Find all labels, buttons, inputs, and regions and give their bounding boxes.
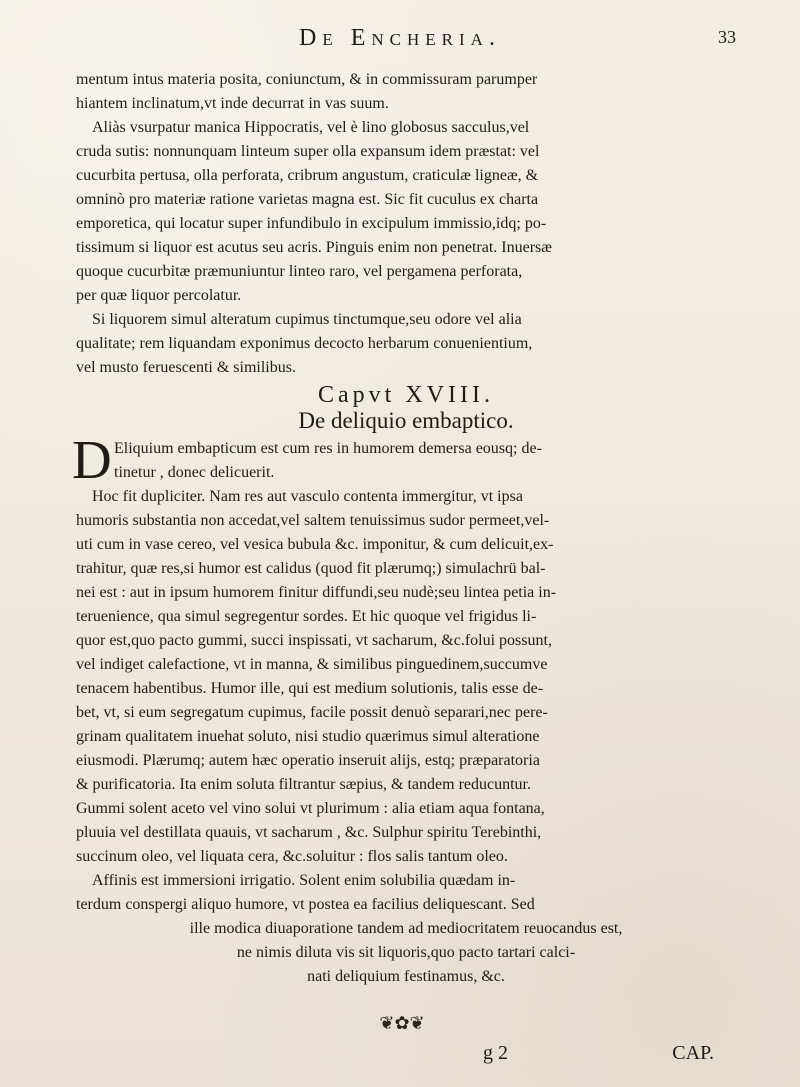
chapter-title: De deliquio embaptico. [298,408,514,433]
text-line: hiantem inclinatum,vt inde decurrat in vas suum. [76,95,389,112]
page-content [72,68,736,989]
signature-mark: g 2 [483,1042,508,1064]
text-line: tenacem habentibus. Humor ille, qui est medium solutionis, talis esse de- [76,680,544,697]
page-number: 33 [718,27,736,47]
text-line: & purificatoria. Ita enim soluta filtrantur sæpius, & tandem reducuntur. [76,776,531,793]
text-line: eiusmodi. Plærumq; autem hæc operatio inseruit alijs, estq; præparatoria [76,752,540,769]
text-line: quoque cucurbitæ præmuniuntur linteo raro, vel pergamena perforata, [76,263,523,280]
text-line: terdum conspergi aliquo humore, vt postea ea facilius deliquescant. Sed [76,896,535,913]
text-line: bet, vt, si eum segregatum cupimus, facile possit denuò separari,nec pere- [76,704,548,721]
text-line: Eliquium embapticum est cum res in humorem demersa eousq; de- [114,440,542,457]
page-footer [0,1042,800,1070]
paragraph-affinis [76,869,736,989]
printer-ornament-icon: ❦✿❦ [379,1013,425,1034]
chapter-heading: Capvt XVIII. [318,382,494,408]
text-line: Affinis est immersioni irrigatio. Solent enim solubilia quædam in- [92,872,516,889]
text-line: uti cum in vase cereo, vel vesica bubula &c. imponitur, & cum delicuit,ex- [76,536,554,553]
text-line: humoris substantia non accedat,vel saltem tenuissimus sudor permeet,vel- [76,512,550,529]
text-line: quor est,quo pacto gummi, succi inspissati, vt sacharum, &c.folui possunt, [76,632,552,649]
text-line: mentum intus materia posita, coniunctum, & in commissuram parumper [76,71,538,88]
paragraph-hoc [76,485,736,869]
text-line: per quæ liquor percolatur. [76,287,242,304]
text-line: vel musto feruescenti & similibus. [76,359,296,376]
text-line: emporetica, qui locatur super infundibulo in excipulum immissio,idq; po- [76,215,547,232]
text-line: tinetur , donec delicuerit. [114,464,275,481]
paragraph-alias [76,116,736,308]
text-line: teruenience, qua simul segregentur sordes. Et hic quoque vel frigidus li- [76,608,537,625]
text-line: ille modica diuaporatione tandem ad mediocritatem reuocandus est, [189,920,623,937]
text-line: Si liquorem simul alteratum cupimus tinctumque,seu odore vel alia [92,311,522,328]
text-line: Hoc fit dupliciter. Nam res aut vasculo contenta immergitur, vt ipsa [92,488,523,505]
text-line: succinum oleo, vel liquata cera, &c.soluitur : flos salis tantum oleo. [76,848,508,865]
text-line: cruda sutis: nonnunquam linteum super olla expansum idem præstat: vel [76,143,540,160]
text-line: cucurbita pertusa, olla perforata, cribrum angustum, craticulæ ligneæ, & [76,167,539,184]
text-line: ne nimis diluta vis sit liquoris,quo pacto tartari calci- [236,944,576,961]
text-line: nei est : aut in ipsum humorem finitur diffundi,seu nudè;seu lintea petia in- [76,584,557,601]
drop-cap-letter: D [72,429,112,490]
text-line: omninò pro materiæ ratione varietas magna est. Sic fit cuculus ex charta [76,191,539,208]
paragraph-continuation [76,68,736,116]
text-line: tissimum si liquor est acutus seu acris. Pinguis enim non penetrat. Inuersæ [76,239,552,256]
text-line: qualitate; rem liquandam exponimus decocto herbarum conuenientium, [76,335,533,352]
paragraph-liquorem [76,308,736,380]
catchword: CAP. [672,1042,714,1064]
text-line: nati deliquium festinamus, &c. [307,968,505,985]
text-line: grinam qualitatem inuehat soluto, nisi studio quærimus simul alteratione [76,728,540,745]
text-line: trahitur, quæ res,si humor est calidus (quod fit plærumq;) simulachrü bal- [76,560,546,577]
running-head: De Encheria. [299,25,501,51]
text-line: Gummi solent aceto vel vino solui vt plurimum : alia etiam aqua fontana, [76,800,545,817]
text-line: Aliàs vsurpatur manica Hippocratis, vel è lino globosus sacculus,vel [92,119,530,136]
drop-cap-block [72,429,736,490]
text-line: vel indiget calefactione, vt in manna, & similibus pinguedinem,succumve [76,656,548,673]
page-header [0,25,800,55]
text-line: pluuia vel destillata quauis, vt sacharum , &c. Sulphur spiritu Terebinthi, [76,824,542,841]
